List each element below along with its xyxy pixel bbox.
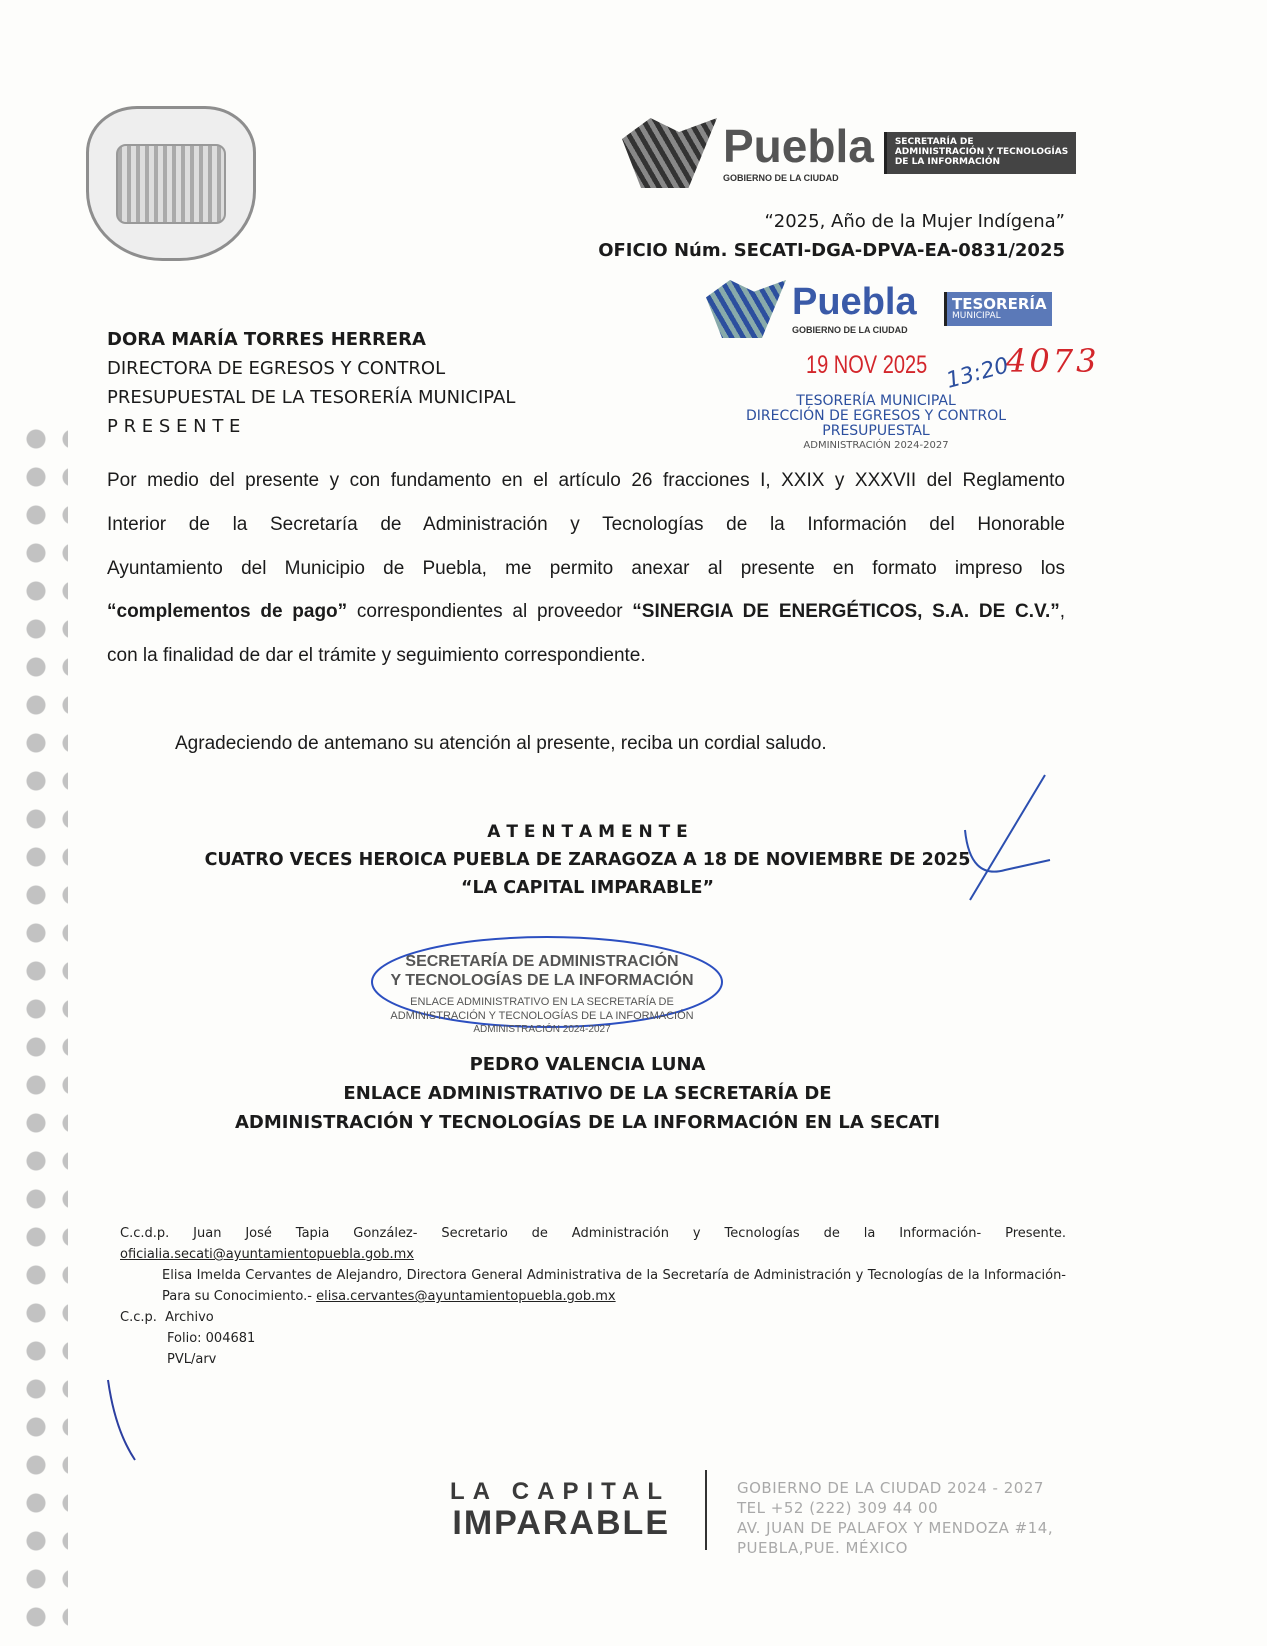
footer-line: PUEBLA,PUE. MÉXICO (737, 1539, 908, 1557)
year-motto: “2025, Año de la Mujer Indígena” (764, 211, 1065, 232)
footer-line: AV. JUAN DE PALAFOX Y MENDOZA #14, (737, 1519, 1054, 1537)
body-text: correspondientes al proveedor (347, 601, 633, 622)
logo-tag (884, 132, 1076, 174)
stamp-title: Y TECNOLOGÍAS DE LA INFORMACIÓN (390, 972, 694, 989)
supplier-name: “SINERGIA DE ENERGÉTICOS, S.A. DE C.V.” (632, 601, 1060, 622)
footer-slogan: IMPARABLE (452, 1504, 670, 1542)
initials: PVL/arv (167, 1352, 217, 1367)
folio: Folio: 004681 (167, 1331, 256, 1346)
footer-line: GOBIERNO DE LA CIUDAD 2024 - 2027 (737, 1479, 1044, 1497)
body-line: Ayuntamiento del Municipio de Puebla, me permito anexar al presente en formato impreso los (107, 558, 1065, 579)
footer-phone: TEL +52 (222) 309 44 00 (737, 1499, 939, 1517)
footer-slogan-logo (380, 1478, 670, 1540)
stamp-date: 19 NOV 2025 (806, 351, 928, 379)
body-line (107, 601, 1065, 623)
stamp-line: ADMINISTRACIÓN 2024-2027 (803, 440, 949, 451)
pen-mark (100, 1375, 150, 1470)
stamp-folio: 4073 (1006, 342, 1100, 380)
footer-slogan: LA CAPITAL (450, 1478, 670, 1505)
stamp-line: PRESUPUESTAL (822, 423, 930, 439)
body-line: Interior de la Secretaría de Administración y Tecnologías de la Información del Honorable (107, 514, 1065, 535)
cc-text: Elisa Imelda Cervantes de Alejandro, Directora General Administrativa de la Secretaría de Administración y Tecnologías de la Información- Para su Conocimiento.- (162, 1268, 1066, 1304)
stamp-tag-sub: MUNICIPAL (952, 311, 1001, 322)
signer-title: ENLACE ADMINISTRATIVO DE LA SECRETARÍA DE (343, 1083, 832, 1104)
decorative-border (18, 420, 68, 1640)
cc-email-link[interactable]: oficialia.secati@ayuntamientopuebla.gob.mx (120, 1247, 414, 1262)
stamp-tag: TESORERÍA (952, 294, 1047, 313)
stamp-title: SECRETARÍA DE ADMINISTRACIÓN (405, 953, 679, 970)
stamp-text (726, 394, 1026, 452)
stamp-line: ENLACE ADMINISTRATIVO EN LA SECRETARÍA DE (410, 996, 674, 1008)
recipient-name: DORA MARÍA TORRES HERRERA (107, 329, 426, 350)
recipient-presente: P R E S E N T E (107, 416, 241, 437)
stamp-logo-name: Puebla (792, 281, 917, 323)
footer-divider (705, 1470, 707, 1550)
body-line: con la finalidad de dar el trámite y seguimiento correspondiente. (107, 645, 646, 666)
stamp-line: DIRECCIÓN DE EGRESOS Y CONTROL (745, 408, 1007, 424)
stamp-logo-subtitle: GOBIERNO DE LA CIUDAD (792, 325, 908, 335)
stamp-time: 13:20 (943, 353, 1012, 394)
logo-tag-line: SECRETARÍA DE (894, 137, 974, 148)
emphasis-complementos: “complementos de pago” (107, 601, 348, 622)
signer-title: ADMINISTRACIÓN Y TECNOLOGÍAS DE LA INFORMACIÓN EN LA SECATI (234, 1112, 941, 1133)
place-date: CUATRO VECES HEROICA PUEBLA DE ZARAGOZA A 18 DE NOVIEMBRE DE 2025 (204, 850, 971, 870)
recipient-title: DIRECTORA DE EGRESOS Y CONTROL (107, 358, 446, 379)
cc-label: C.c.d.p. (120, 1226, 170, 1241)
recipient-block (107, 325, 515, 441)
logo-tag-line: DE LA INFORMACIÓN (894, 156, 1001, 167)
atentamente: A T E N T A M E N T E (487, 822, 688, 842)
logo-art-icon (622, 118, 717, 188)
cc-label: C.c.p. (120, 1310, 157, 1325)
closing-line: Agradeciendo de antemano su atención al presente, reciba un cordial saludo. (175, 733, 827, 754)
footer-address (737, 1478, 1053, 1558)
oficio-number: OFICIO Núm. SECATI-DGA-DPVA-EA-0831/2025 (598, 240, 1065, 261)
signer-name: PEDRO VALENCIA LUNA (469, 1054, 706, 1075)
stamp-line: ADMINISTRACIÓN 2024-2027 (473, 1024, 611, 1035)
logo-art-icon (706, 280, 786, 338)
header-logo (622, 118, 1076, 188)
cc-text: Juan José Tapia González- Secretario de Administración y Tecnologías de la Información- Presente. (193, 1226, 1066, 1241)
cc-block (120, 1223, 1066, 1370)
stamp-line: TESORERÍA MUNICIPAL (796, 393, 956, 409)
body-text: , (1059, 601, 1065, 622)
secati-stamp (362, 900, 722, 1050)
cc-text: Archivo (165, 1310, 214, 1325)
logo-tag-line: ADMINISTRACIÓN Y TECNOLOGÍAS (894, 147, 1069, 158)
stamp-line: ADMINISTRACIÓN Y TECNOLOGÍAS DE LA INFORMACIÓN (390, 1010, 694, 1022)
cc-email-link[interactable]: elisa.cervantes@ayuntamientopuebla.gob.mx (316, 1289, 616, 1304)
logo-name: Puebla (723, 120, 874, 172)
municipal-seal (86, 106, 256, 261)
motto: “LA CAPITAL IMPARABLE” (460, 878, 715, 898)
received-stamp (706, 280, 1106, 452)
logo-subtitle: GOBIERNO DE LA CIUDAD (723, 173, 839, 183)
recipient-title: PRESUPUESTAL DE LA TESORERÍA MUNICIPAL (107, 387, 516, 408)
signature-mark (955, 770, 1055, 910)
body-line: Por medio del presente y con fundamento en el artículo 26 fracciones I, XXIX y XXXVII del Reglamento (107, 470, 1065, 491)
